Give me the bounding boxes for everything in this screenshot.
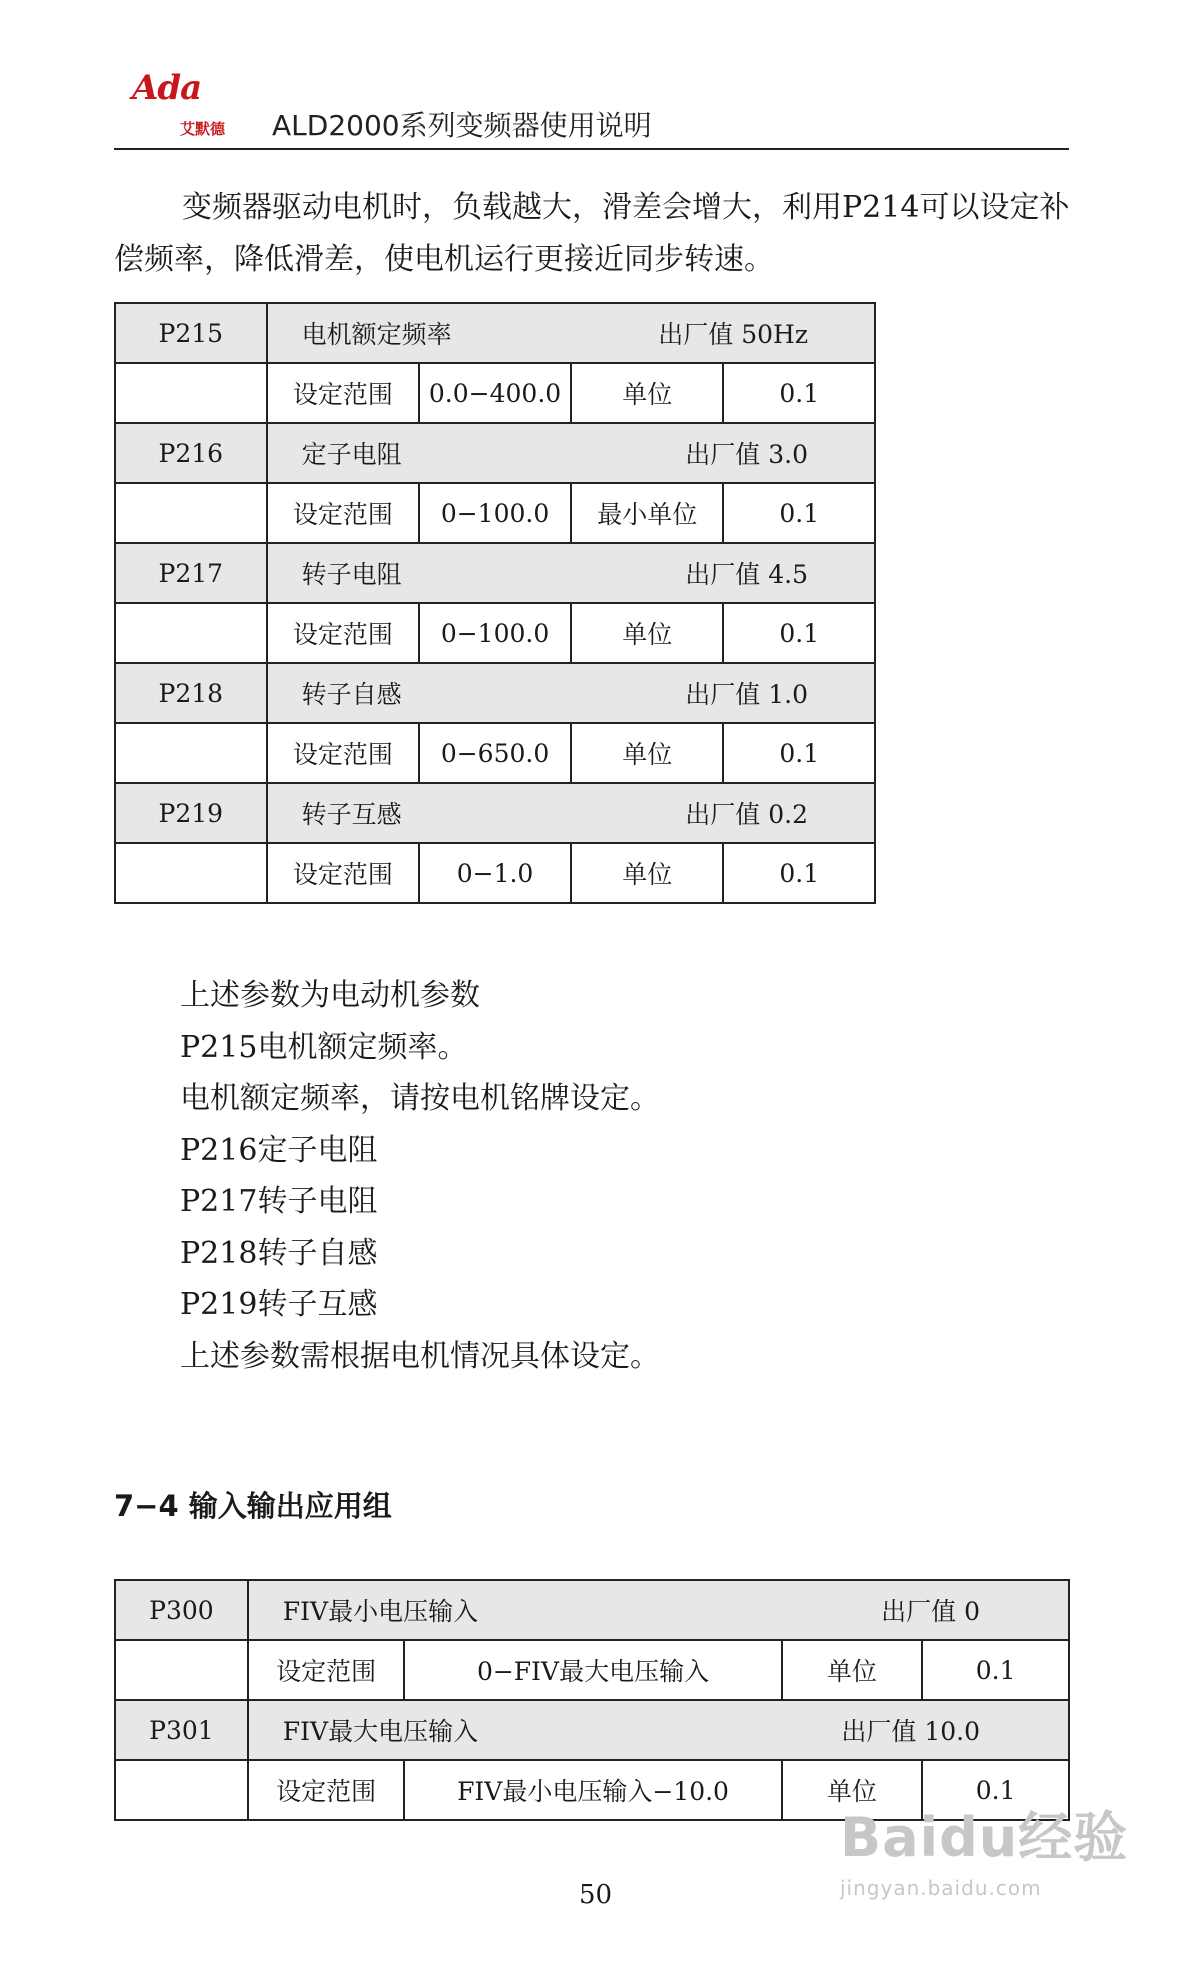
param-name: 转子互感 — [301, 800, 402, 829]
param-default: 出厂值 0.2 — [685, 800, 808, 829]
empty-cell — [115, 1640, 248, 1700]
param-default: 出厂值 1.0 — [685, 680, 808, 709]
empty-cell — [115, 483, 267, 543]
param-title-cell — [267, 303, 875, 363]
param-default: 出厂值 50Hz — [658, 320, 808, 349]
range-value: 0.0−400.0 — [419, 363, 571, 423]
unit-label: 单位 — [782, 1640, 923, 1700]
note-line: P217转子电阻 — [180, 1184, 378, 1219]
note-line: P218转子自感 — [180, 1235, 378, 1271]
param-code: P217 — [115, 543, 267, 603]
param-header-row — [115, 1700, 1069, 1760]
param-header-row — [115, 783, 875, 843]
note-line: 上述参数为电动机参数 — [180, 978, 480, 1013]
range-label: 设定范围 — [267, 843, 419, 903]
param-title-cell — [267, 663, 875, 723]
param-detail-row — [115, 723, 875, 783]
param-detail-row — [115, 363, 875, 423]
param-title-cell — [267, 543, 875, 603]
range-label: 设定范围 — [267, 483, 419, 543]
param-code: P300 — [115, 1580, 248, 1640]
manual-title: ALD2000系列变频器使用说明 — [272, 109, 652, 142]
unit-label: 单位 — [571, 723, 723, 783]
range-label: 设定范围 — [267, 603, 419, 663]
unit-label: 单位 — [571, 843, 723, 903]
range-value: 0−1.0 — [419, 843, 571, 903]
watermark-url: jingyan.baidu.com — [840, 1876, 1042, 1900]
note-line: P219转子互感 — [180, 1287, 378, 1322]
param-title-cell — [267, 423, 875, 483]
param-header-row — [115, 663, 875, 723]
logo-wordmark: Ada — [132, 68, 202, 108]
range-value: 0−FIV最大电压输入 — [404, 1640, 781, 1700]
range-value: 0−650.0 — [419, 723, 571, 783]
empty-cell — [115, 843, 267, 903]
param-title-cell — [248, 1580, 1069, 1640]
unit-value: 0.1 — [723, 603, 875, 663]
intro-paragraph: 变频器驱动电机时，负载越大，滑差会增大，利用P214可以设定补偿频率，降低滑差，使电机运行更接近同步转速。 — [114, 190, 1070, 277]
param-name: 转子自感 — [301, 680, 402, 709]
param-code: P216 — [115, 423, 267, 483]
unit-label: 单位 — [571, 603, 723, 663]
range-label: 设定范围 — [267, 363, 419, 423]
param-default: 出厂值 0 — [881, 1597, 980, 1626]
param-default: 出厂值 3.0 — [685, 440, 808, 469]
empty-cell — [115, 363, 267, 423]
param-code: P215 — [115, 303, 267, 363]
unit-value: 0.1 — [723, 483, 875, 543]
parameter-table-motor — [114, 302, 876, 904]
param-header-row — [115, 543, 875, 603]
param-name: FIV最小电压输入 — [282, 1597, 479, 1626]
param-code: P218 — [115, 663, 267, 723]
param-title-cell — [267, 783, 875, 843]
unit-value: 0.1 — [922, 1760, 1069, 1820]
unit-value: 0.1 — [723, 723, 875, 783]
range-label: 设定范围 — [248, 1640, 405, 1700]
range-value: FIV最小电压输入−10.0 — [404, 1760, 781, 1820]
unit-label: 最小单位 — [571, 483, 723, 543]
note-line: P216定子电阻 — [180, 1132, 378, 1168]
unit-value: 0.1 — [922, 1640, 1069, 1700]
range-value: 0−100.0 — [419, 603, 571, 663]
param-detail-row — [115, 483, 875, 543]
notes-list — [180, 970, 660, 1382]
watermark — [840, 1795, 1130, 1905]
param-name: 定子电阻 — [301, 440, 402, 469]
empty-cell — [115, 723, 267, 783]
range-label: 设定范围 — [248, 1760, 405, 1820]
param-name: FIV最大电压输入 — [282, 1717, 479, 1746]
note-line: 电机额定频率，请按电机铭牌设定。 — [180, 1081, 660, 1116]
param-code: P219 — [115, 783, 267, 843]
param-name: 电机额定频率 — [301, 320, 452, 349]
param-header-row — [115, 1580, 1069, 1640]
param-detail-row — [115, 1640, 1069, 1700]
param-code: P301 — [115, 1700, 248, 1760]
param-default: 出厂值 10.0 — [841, 1717, 980, 1746]
section-heading: 7−4 输入输出应用组 — [114, 1489, 392, 1523]
unit-label: 单位 — [782, 1760, 923, 1820]
param-header-row — [115, 303, 875, 363]
empty-cell — [115, 1760, 248, 1820]
page-number: 50 — [578, 1880, 613, 1910]
range-value: 0−100.0 — [419, 483, 571, 543]
note-line: P215电机额定频率。 — [180, 1029, 468, 1065]
param-name: 转子电阻 — [301, 560, 402, 589]
parameter-table-io — [114, 1579, 1070, 1821]
param-header-row — [115, 423, 875, 483]
param-detail-row — [115, 603, 875, 663]
note-line: 上述参数需根据电机情况具体设定。 — [180, 1338, 660, 1374]
param-title-cell — [248, 1700, 1069, 1760]
watermark-brand: Baidu经验 — [840, 1806, 1129, 1869]
param-default: 出厂值 4.5 — [685, 560, 808, 589]
unit-value: 0.1 — [723, 843, 875, 903]
range-label: 设定范围 — [267, 723, 419, 783]
brand-logo — [132, 60, 252, 144]
logo-subtitle: 艾默德 — [180, 120, 226, 138]
page-header — [114, 52, 1069, 150]
unit-label: 单位 — [571, 363, 723, 423]
empty-cell — [115, 603, 267, 663]
param-detail-row — [115, 843, 875, 903]
unit-value: 0.1 — [723, 363, 875, 423]
